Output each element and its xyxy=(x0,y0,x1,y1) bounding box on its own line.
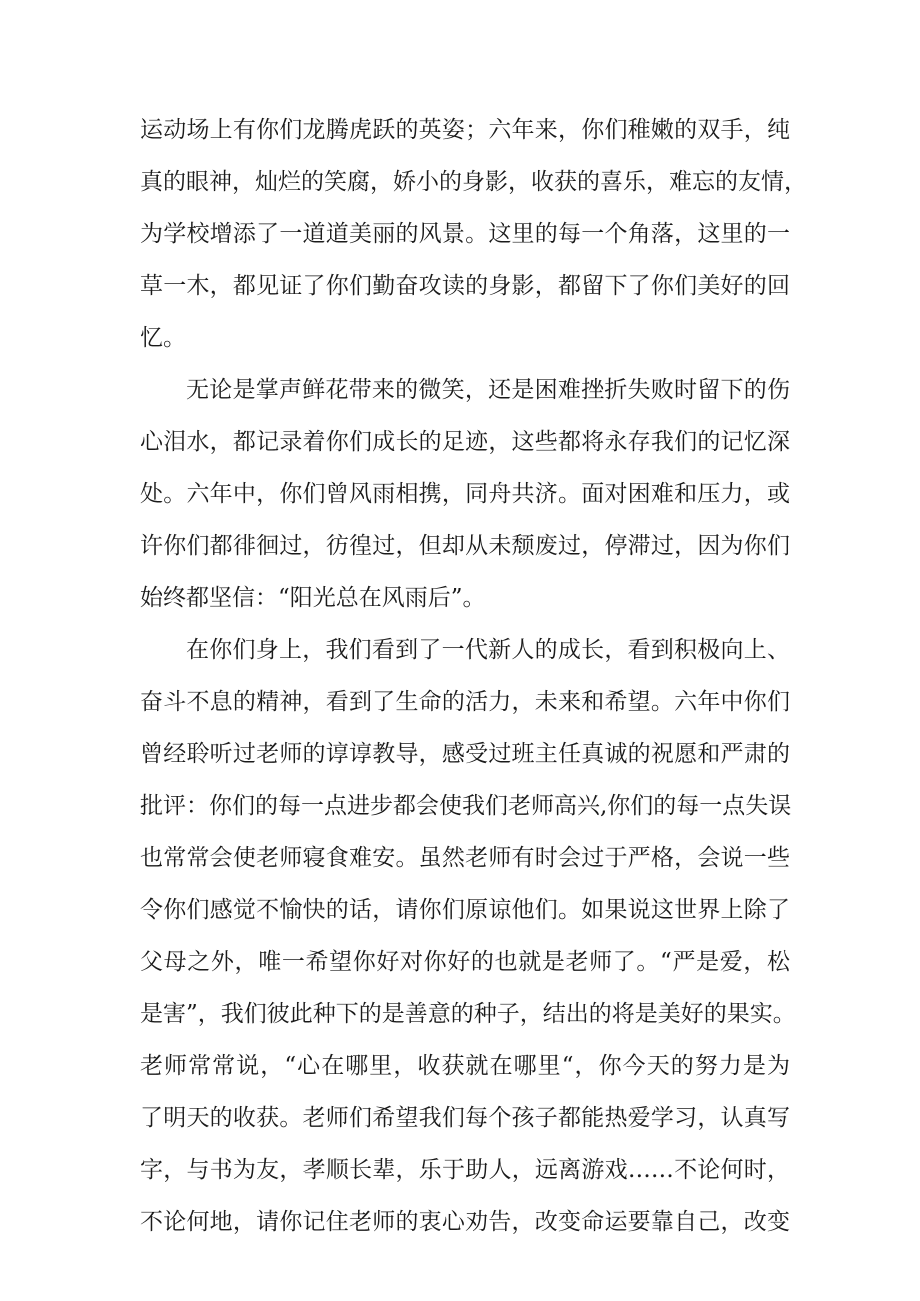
text-line: 始终都坚信：“阳光总在风雨后”。 xyxy=(140,585,486,611)
text-line: 运动场上有你们龙腾虎跃的英姿；六年来，你们稚嫩的双手，纯 xyxy=(140,117,790,143)
text-line: 老师常常说，“心在哪里，收获就在哪里“，你今天的努力是为 xyxy=(140,1053,790,1079)
text-line: 父母之外，唯一希望你好对你好的也就是老师了。“严是爱，松 xyxy=(140,949,790,975)
paragraph-start-line: 在你们身上，我们看到了一代新人的成长，看到积极向上、 xyxy=(186,637,790,663)
paragraph-start-line: 无论是掌声鲜花带来的微笑，还是困难挫折失败时留下的伤 xyxy=(186,377,790,403)
text-line: 心泪水，都记录着你们成长的足迹，这些都将永存我们的记忆深 xyxy=(140,429,790,455)
text-line: 忆。 xyxy=(140,325,186,351)
text-line: 许你们都徘徊过，彷徨过，但却从未颓废过，停滞过，因为你们 xyxy=(140,533,790,559)
text-line: 了明天的收获。老师们希望我们每个孩子都能热爱学习，认真写 xyxy=(140,1105,790,1131)
text-line: 不论何地，请你记住老师的衷心劝告，改变命运要靠自己，改变 xyxy=(140,1209,790,1235)
text-line: 奋斗不息的精神，看到了生命的活力，未来和希望。六年中你们 xyxy=(140,689,790,715)
text-line: 也常常会使老师寝食难安。虽然老师有时会过于严格，会说一些 xyxy=(140,845,790,871)
text-line: 批评：你们的每一点进步都会使我们老师高兴,你们的每一点失误 xyxy=(140,793,792,819)
body-text xyxy=(140,104,807,1248)
text-line: 字，与书为友，孝顺长辈，乐于助人，远离游戏……不论何时， xyxy=(140,1157,790,1183)
text-line: 为学校增添了一道道美丽的风景。这里的每一个角落，这里的一 xyxy=(140,221,790,247)
text-line: 曾经聆听过老师的谆谆教导，感受过班主任真诚的祝愿和严肃的 xyxy=(140,741,790,767)
text-line: 处。六年中，你们曾风雨相携，同舟共济。面对困难和压力，或 xyxy=(140,481,790,507)
text-line: 令你们感觉不愉快的话，请你们原谅他们。如果说这世界上除了 xyxy=(140,897,790,923)
text-line: 是害”，我们彼此种下的是善意的种子，结出的将是美好的果实。 xyxy=(140,1001,796,1027)
text-line: 真的眼神，灿烂的笑腐，娇小的身影，收获的喜乐，难忘的友情， xyxy=(140,169,807,195)
text-line: 草一木，都见证了你们勤奋攻读的身影，都留下了你们美好的回 xyxy=(140,273,790,299)
